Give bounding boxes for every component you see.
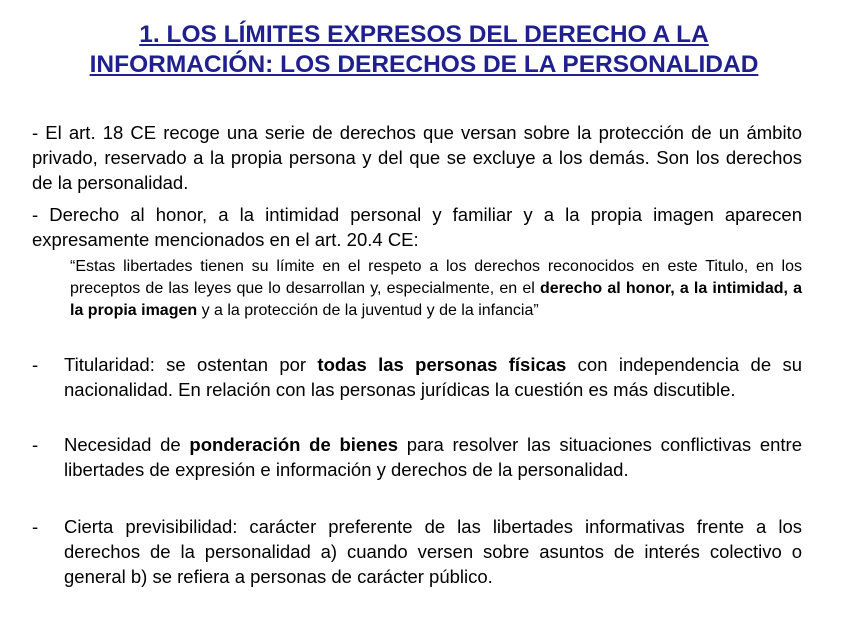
title-line-2: INFORMACIÓN: LOS DERECHOS DE LA PERSONALIDAD bbox=[89, 51, 759, 78]
bullet-previsibilidad bbox=[32, 514, 802, 589]
paragraph-art18: - El art. 18 CE recoge una serie de derechos que versan sobre la protección de un ámbito privado, reservado a la propia persona y del que se excluye a los demás. Son los derechos de la personalidad. bbox=[32, 122, 802, 193]
bullet-text bbox=[64, 432, 802, 482]
quote-text-start: “Estas libertades tienen su límite en el respeto a los derechos reconocidos en este Titulo, en los preceptos de las leyes que lo desarrollan y, especialmente, en el bbox=[70, 258, 802, 297]
bullet-titularidad bbox=[32, 352, 802, 402]
bullet-text-bold: ponderación de bienes bbox=[189, 434, 399, 455]
bullet-text-start: Necesidad de bbox=[64, 434, 190, 455]
quote-art20-4 bbox=[70, 256, 802, 322]
page-title bbox=[30, 20, 818, 80]
bullet-dash: - bbox=[32, 434, 39, 455]
bullet-text-start: Titularidad: se ostentan por bbox=[64, 354, 318, 375]
bullet-text bbox=[64, 514, 802, 589]
bullet-text-start: Cierta previsibilidad: carácter preferente de las libertades informativas frente a los derechos de la personalidad a) cuando versen sobre asuntos de interés colectivo o general b) se refiera a personas de carácter público. bbox=[64, 516, 802, 587]
bullet-text bbox=[64, 352, 802, 402]
quote-text-end: y a la protección de la juventud y de la infancia” bbox=[197, 302, 539, 319]
bullet-ponderacion bbox=[32, 432, 802, 482]
quote-text-bold: derecho al honor, a la intimidad, a la propia imagen bbox=[70, 280, 802, 319]
paragraph-art20: - Derecho al honor, a la intimidad personal y familiar y a la propia imagen aparecen expresamente mencionados en el art. 20.4 CE: bbox=[32, 204, 802, 250]
title-line-1: 1. LOS LÍMITES EXPRESOS DEL DERECHO A LA bbox=[139, 21, 709, 48]
bullet-dash: - bbox=[32, 354, 39, 375]
bullet-text-end: para resolver las situaciones conflictivas entre libertades de expresión e información y derechos de la personalidad. bbox=[64, 434, 802, 480]
bullet-text-bold: todas las personas físicas bbox=[317, 354, 567, 375]
bullet-dash: - bbox=[32, 516, 39, 537]
bullet-text-end: con independencia de su nacionalidad. En relación con las personas jurídicas la cuestión es más discutible. bbox=[64, 354, 802, 400]
